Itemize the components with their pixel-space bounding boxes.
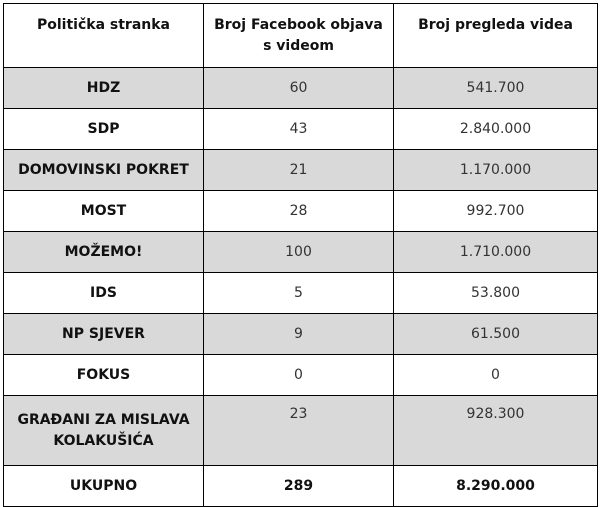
posts-count: 43 [204, 109, 394, 150]
views-count: 53.800 [394, 273, 598, 314]
party-name: FOKUS [4, 355, 204, 396]
party-name: NP SJEVER [4, 314, 204, 355]
party-name: GRAĐANI ZA MISLAVA KOLAKUŠIĆA [4, 396, 204, 466]
posts-count: 28 [204, 191, 394, 232]
total-row [4, 466, 598, 507]
views-count: 2.840.000 [394, 109, 598, 150]
party-name: IDS [4, 273, 204, 314]
views-count: 541.700 [394, 68, 598, 109]
table-row [4, 232, 598, 273]
header-views: Broj pregleda videa [394, 4, 598, 68]
total-views: 8.290.000 [394, 466, 598, 507]
views-count: 992.700 [394, 191, 598, 232]
header-posts: Broj Facebook objava s videom [204, 4, 394, 68]
posts-count: 60 [204, 68, 394, 109]
header-party: Politička stranka [4, 4, 204, 68]
party-name: SDP [4, 109, 204, 150]
table-row [4, 191, 598, 232]
party-name: HDZ [4, 68, 204, 109]
posts-count: 9 [204, 314, 394, 355]
party-name: DOMOVINSKI POKRET [4, 150, 204, 191]
table-row [4, 109, 598, 150]
table-row [4, 68, 598, 109]
party-name: MOŽEMO! [4, 232, 204, 273]
total-label: UKUPNO [4, 466, 204, 507]
posts-count: 0 [204, 355, 394, 396]
total-posts: 289 [204, 466, 394, 507]
posts-count: 23 [204, 396, 394, 466]
posts-count: 21 [204, 150, 394, 191]
table-row [4, 150, 598, 191]
table-row [4, 355, 598, 396]
views-count: 1.170.000 [394, 150, 598, 191]
posts-count: 100 [204, 232, 394, 273]
posts-count: 5 [204, 273, 394, 314]
views-count: 0 [394, 355, 598, 396]
table-row [4, 396, 598, 466]
party-video-stats-table [3, 3, 598, 507]
table-row [4, 273, 598, 314]
views-count: 61.500 [394, 314, 598, 355]
party-name: MOST [4, 191, 204, 232]
views-count: 1.710.000 [394, 232, 598, 273]
header-row [4, 4, 598, 68]
views-count: 928.300 [394, 396, 598, 466]
table-row [4, 314, 598, 355]
